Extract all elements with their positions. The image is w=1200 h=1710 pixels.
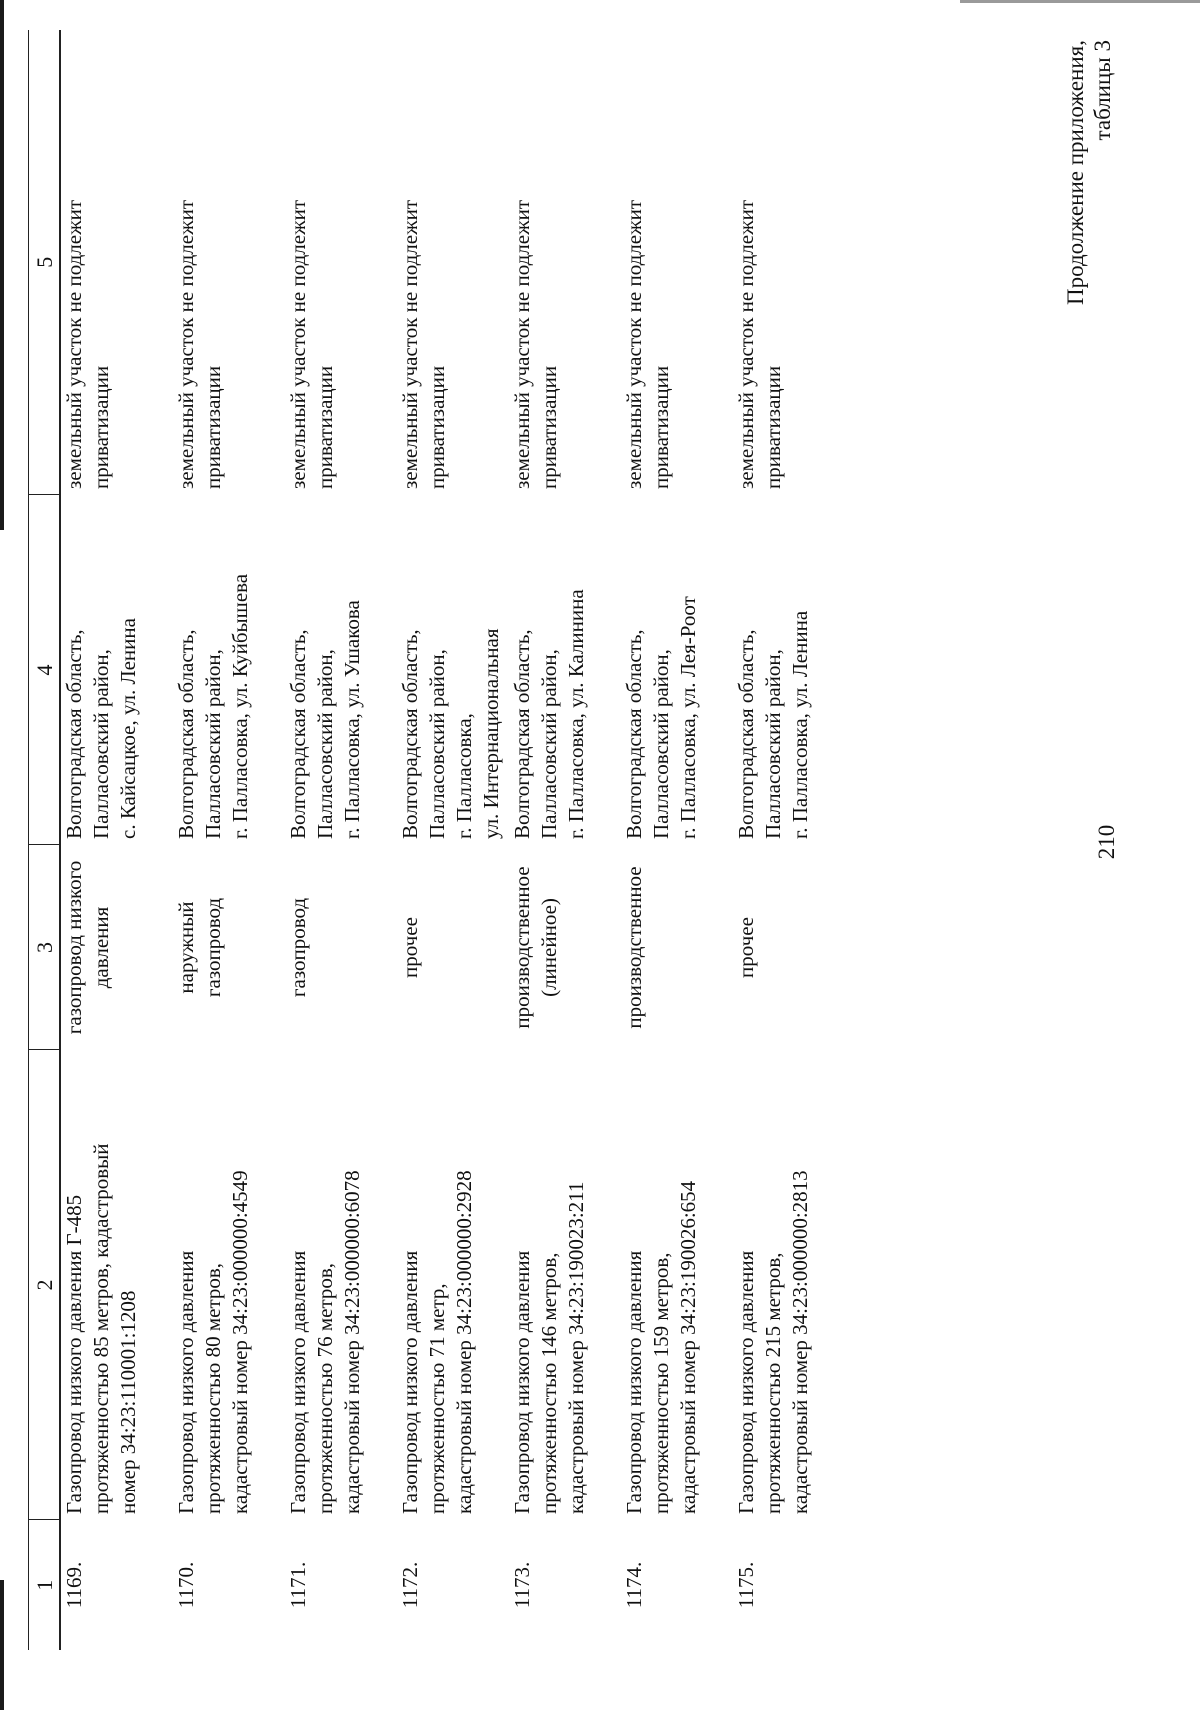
land-status-line: земельный участок не подлежит — [174, 199, 198, 489]
object-address-line: Волгоградская область, — [62, 629, 86, 839]
object-description-line: протяженностью 71 метр, — [425, 1283, 449, 1514]
table-row — [621, 30, 733, 1650]
land-status-line: земельный участок не подлежит — [286, 199, 310, 489]
table-row — [733, 30, 845, 1650]
object-address-line: Волгоградская область, — [510, 629, 534, 839]
table-row — [509, 30, 621, 1650]
header-col-4: 4 — [29, 495, 61, 845]
object-address-line: Палласовский район, — [313, 649, 337, 839]
object-address-cell — [397, 495, 509, 845]
object-address-line: Палласовский район, — [649, 649, 673, 839]
object-address-line: г. Палласовка, — [452, 713, 476, 839]
continuation-line-1: Продолжение приложения, — [1063, 40, 1088, 305]
object-address-line: г. Палласовка, ул. Ленина — [788, 610, 812, 839]
object-description-cell — [173, 1050, 285, 1520]
object-type-cell — [509, 845, 621, 1050]
register-body — [60, 30, 845, 1650]
header-row — [29, 30, 61, 1650]
object-description-line: Газопровод низкого давления — [286, 1250, 310, 1514]
land-status-cell — [285, 30, 397, 495]
object-description-line: номер 34:23:110001:1208 — [116, 1290, 140, 1514]
row-number-cell: 1174. — [622, 1561, 646, 1609]
object-description-cell — [509, 1050, 621, 1520]
object-address-line: Волгоградская область, — [174, 629, 198, 839]
object-description-line: Газопровод низкого давления — [734, 1250, 758, 1514]
object-address-line: г. Палласовка, ул. Калинина — [564, 589, 588, 839]
object-description-line: кадастровый номер 34:23:000000:2928 — [452, 1170, 476, 1514]
object-description-line: Газопровод низкого давления — [174, 1250, 198, 1514]
object-address-line: ул. Интернациональная — [479, 628, 503, 839]
land-status-cell — [397, 30, 509, 495]
row-number-cell: 1171. — [286, 1561, 310, 1609]
object-type-cell — [397, 845, 509, 1050]
land-status-cell — [621, 30, 733, 495]
table-row — [397, 30, 509, 1650]
object-address-line: Палласовский район, — [425, 649, 449, 839]
object-description-cell — [397, 1050, 509, 1520]
object-address-cell — [60, 495, 173, 845]
object-type-line: наружный — [174, 901, 198, 994]
header-col-3: 3 — [29, 845, 61, 1050]
object-description-line: Газопровод низкого давления — [398, 1250, 422, 1514]
object-address-line: Волгоградская область, — [622, 629, 646, 839]
land-status-cell — [733, 30, 845, 495]
object-description-line: кадастровый номер 34:23:190026:654 — [676, 1180, 700, 1514]
row-number-cell: 1170. — [174, 1561, 198, 1609]
land-status-line: земельный участок не подлежит — [398, 199, 422, 489]
object-address-line: г. Палласовка, ул. Лея-Роот — [676, 596, 700, 839]
row-number-cell: 1172. — [398, 1561, 422, 1609]
row-number-cell: 1169. — [62, 1561, 86, 1609]
object-address-line: Волгоградская область, — [286, 629, 310, 839]
header-col-1: 1 — [29, 1520, 61, 1650]
register-table — [28, 30, 845, 1650]
object-address-line: Палласовский район, — [89, 649, 113, 839]
object-type-line: прочее — [734, 917, 758, 978]
object-type-line: давления — [89, 906, 113, 989]
table-row — [60, 30, 173, 1650]
land-status-line: приватизации — [425, 365, 449, 489]
object-description-line: Газопровод низкого давления Г-485 — [62, 1194, 86, 1514]
object-address-cell — [285, 495, 397, 845]
object-type-cell — [60, 845, 173, 1050]
land-status-line: приватизации — [313, 365, 337, 489]
table-row — [285, 30, 397, 1650]
object-description-line: Газопровод низкого давления — [510, 1250, 534, 1514]
object-type-line: газопровод — [201, 897, 225, 998]
header-col-5: 5 — [29, 30, 61, 495]
object-address-line: г. Палласовка, ул. Ушакова — [340, 600, 364, 839]
object-description-cell — [621, 1050, 733, 1520]
object-description-line: протяженностью 146 метров, — [537, 1252, 561, 1514]
header-col-2: 2 — [29, 1050, 61, 1520]
land-status-line: земельный участок не подлежит — [734, 199, 758, 489]
land-status-cell — [509, 30, 621, 495]
row-number-cell: 1173. — [510, 1561, 534, 1609]
object-type-cell — [621, 845, 733, 1050]
object-description-line: кадастровый номер 34:23:000000:6078 — [340, 1170, 364, 1514]
object-type-line: газопровод — [286, 897, 310, 998]
object-address-cell — [621, 495, 733, 845]
object-description-cell — [60, 1050, 173, 1520]
page-number: 210 — [1094, 824, 1119, 860]
land-status-line: приватизации — [537, 365, 561, 489]
object-type-cell — [733, 845, 845, 1050]
object-type-line: газопровод низкого — [62, 860, 86, 1035]
object-type-line: (линейное) — [537, 898, 561, 997]
object-description-line: кадастровый номер 34:23:000000:4549 — [228, 1170, 252, 1514]
object-description-line: кадастровый номер 34:23:000000:2813 — [788, 1170, 812, 1514]
object-type-cell — [173, 845, 285, 1050]
object-description-line: протяженностью 215 метров, — [761, 1252, 785, 1514]
object-address-line: г. Палласовка, ул. Куйбышева — [228, 573, 252, 839]
object-address-line: Волгоградская область, — [734, 629, 758, 839]
object-description-cell — [285, 1050, 397, 1520]
land-status-cell — [60, 30, 173, 495]
object-type-cell — [285, 845, 397, 1050]
object-description-line: протяженностью 80 метров, — [201, 1262, 225, 1514]
object-type-line: производственное — [510, 866, 534, 1029]
continuation-note — [1062, 40, 1116, 370]
land-status-line: земельный участок не подлежит — [62, 199, 86, 489]
object-address-line: с. Кайсацкое, ул. Ленина — [116, 618, 140, 839]
land-status-cell — [173, 30, 285, 495]
land-status-line: приватизации — [201, 365, 225, 489]
land-status-line: приватизации — [649, 365, 673, 489]
object-description-line: кадастровый номер 34:23:190023:211 — [564, 1181, 588, 1514]
object-address-line: Волгоградская область, — [398, 629, 422, 839]
table-row — [173, 30, 285, 1650]
continuation-line-2: таблицы 3 — [1090, 40, 1115, 141]
object-description-line: Газопровод низкого давления — [622, 1250, 646, 1514]
object-description-cell — [733, 1050, 845, 1520]
object-address-line: Палласовский район, — [761, 649, 785, 839]
object-type-line: прочее — [398, 917, 422, 978]
row-number-cell: 1175. — [734, 1561, 758, 1609]
land-status-line: земельный участок не подлежит — [622, 199, 646, 489]
object-description-line: протяженностью 76 метров, — [313, 1262, 337, 1514]
object-type-line: производственное — [622, 866, 646, 1029]
object-address-line: Палласовский район, — [201, 649, 225, 839]
object-address-cell — [509, 495, 621, 845]
land-status-line: приватизации — [761, 365, 785, 489]
object-description-line: протяженностью 85 метров, кадастровый — [89, 1143, 113, 1514]
land-status-line: земельный участок не подлежит — [510, 199, 534, 489]
object-address-cell — [173, 495, 285, 845]
land-status-line: приватизации — [89, 365, 113, 489]
object-description-line: протяженностью 159 метров, — [649, 1252, 673, 1514]
object-address-cell — [733, 495, 845, 845]
object-address-line: Палласовский район, — [537, 649, 561, 839]
